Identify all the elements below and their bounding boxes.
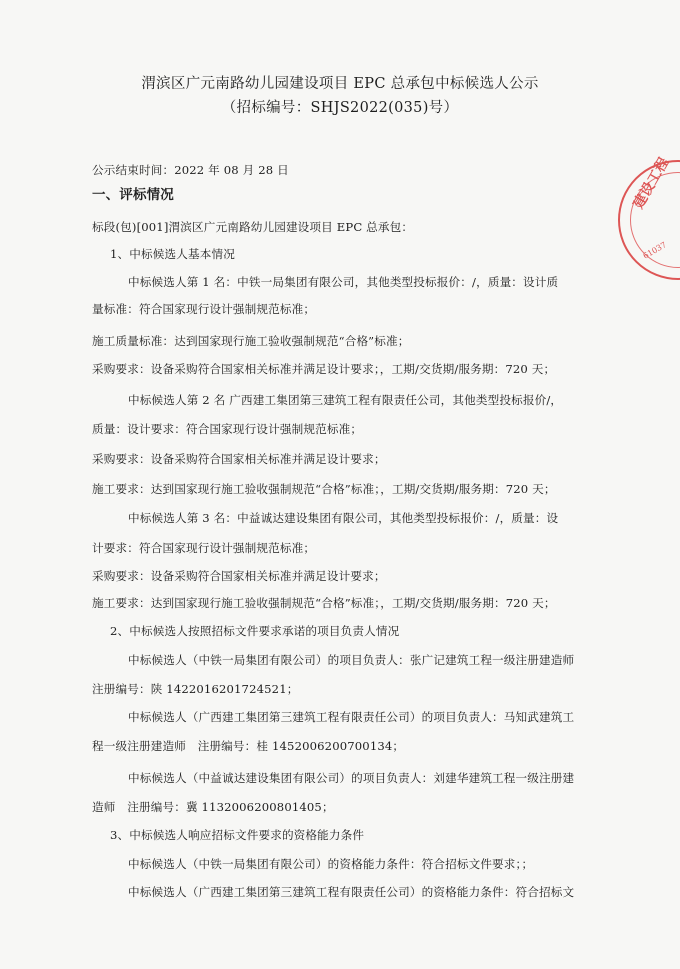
body-line: 中标候选人（中益诚达建设集团有限公司）的项目负责人：刘建华建筑工程一级注册建 xyxy=(128,771,575,785)
body-line: 中标候选人（广西建工集团第三建筑工程有限责任公司）的资格能力条件：符合招标文 xyxy=(128,885,575,899)
body-line: 注册编号：陕 1422016201724521； xyxy=(92,682,299,696)
body-line: 中标候选人（中铁一局集团有限公司）的资格能力条件：符合招标文件要求；； xyxy=(128,857,534,871)
doc-title: 渭滨区广元南路幼儿园建设项目 EPC 总承包中标候选人公示 xyxy=(141,76,539,92)
body-line: 施工质量标准：达到国家现行施工验收强制规范“合格”标准； xyxy=(92,334,410,348)
body-line: 采购要求：设备采购符合国家相关标准并满足设计要求； xyxy=(92,569,386,583)
body-line: 程一级注册建造师 注册编号：桂 1452006200700134； xyxy=(92,739,405,753)
body-line: 施工要求：达到国家现行施工验收强制规范“合格”标准；，工期/交货期/服务期：720 天； xyxy=(92,482,556,496)
body-line: 施工要求：达到国家现行施工验收强制规范“合格”标准；，工期/交货期/服务期：720 天； xyxy=(92,596,556,610)
body-line: 中标候选人第 1 名：中铁一局集团有限公司，其他类型投标报价：/，质量：设计质 xyxy=(128,275,559,289)
body-line: 标段(包)[001]渭滨区广元南路幼儿园建设项目 EPC 总承包： xyxy=(92,220,414,234)
doc-subtitle: （招标编号：SHJS2022(035)号） xyxy=(221,100,459,116)
subsection-heading: 1、中标候选人基本情况 xyxy=(110,247,235,261)
subsection-heading: 3、中标候选人响应招标文件要求的资格能力条件 xyxy=(110,828,365,842)
body-line: 造师 注册编号：冀 1132006200801405； xyxy=(92,800,334,814)
body-line: 计要求：符合国家现行设计强制规范标准； xyxy=(92,541,316,555)
publish-end-time: 公示结束时间：2022 年 08 月 28 日 xyxy=(92,163,289,177)
subsection-heading: 2、中标候选人按照招标文件要求承诺的项目负责人情况 xyxy=(110,624,400,638)
body-line: 量标准：符合国家现行设计强制规范标准； xyxy=(92,302,316,316)
body-line: 采购要求：设备采购符合国家相关标准并满足设计要求； xyxy=(92,452,386,466)
section-heading: 一、评标情况 xyxy=(92,187,174,203)
official-seal-text: 建设工程 xyxy=(630,155,673,212)
official-seal-code: 61037 xyxy=(641,240,668,261)
official-seal xyxy=(618,155,680,280)
body-line: 中标候选人第 3 名：中益诚达建设集团有限公司，其他类型投标报价：/，质量：设 xyxy=(128,511,559,525)
body-line: 中标候选人（中铁一局集团有限公司）的项目负责人：张广记建筑工程一级注册建造师 xyxy=(128,653,575,667)
body-line: 中标候选人（广西建工集团第三建筑工程有限责任公司）的项目负责人：马知武建筑工 xyxy=(128,710,575,724)
body-line: 质量：设计要求：符合国家现行设计强制规范标准； xyxy=(92,422,363,436)
body-line: 中标候选人第 2 名 广西建工集团第三建筑工程有限责任公司，其他类型投标报价/， xyxy=(128,393,563,407)
body-line: 采购要求：设备采购符合国家相关标准并满足设计要求；，工期/交货期/服务期：720 天； xyxy=(92,362,556,376)
